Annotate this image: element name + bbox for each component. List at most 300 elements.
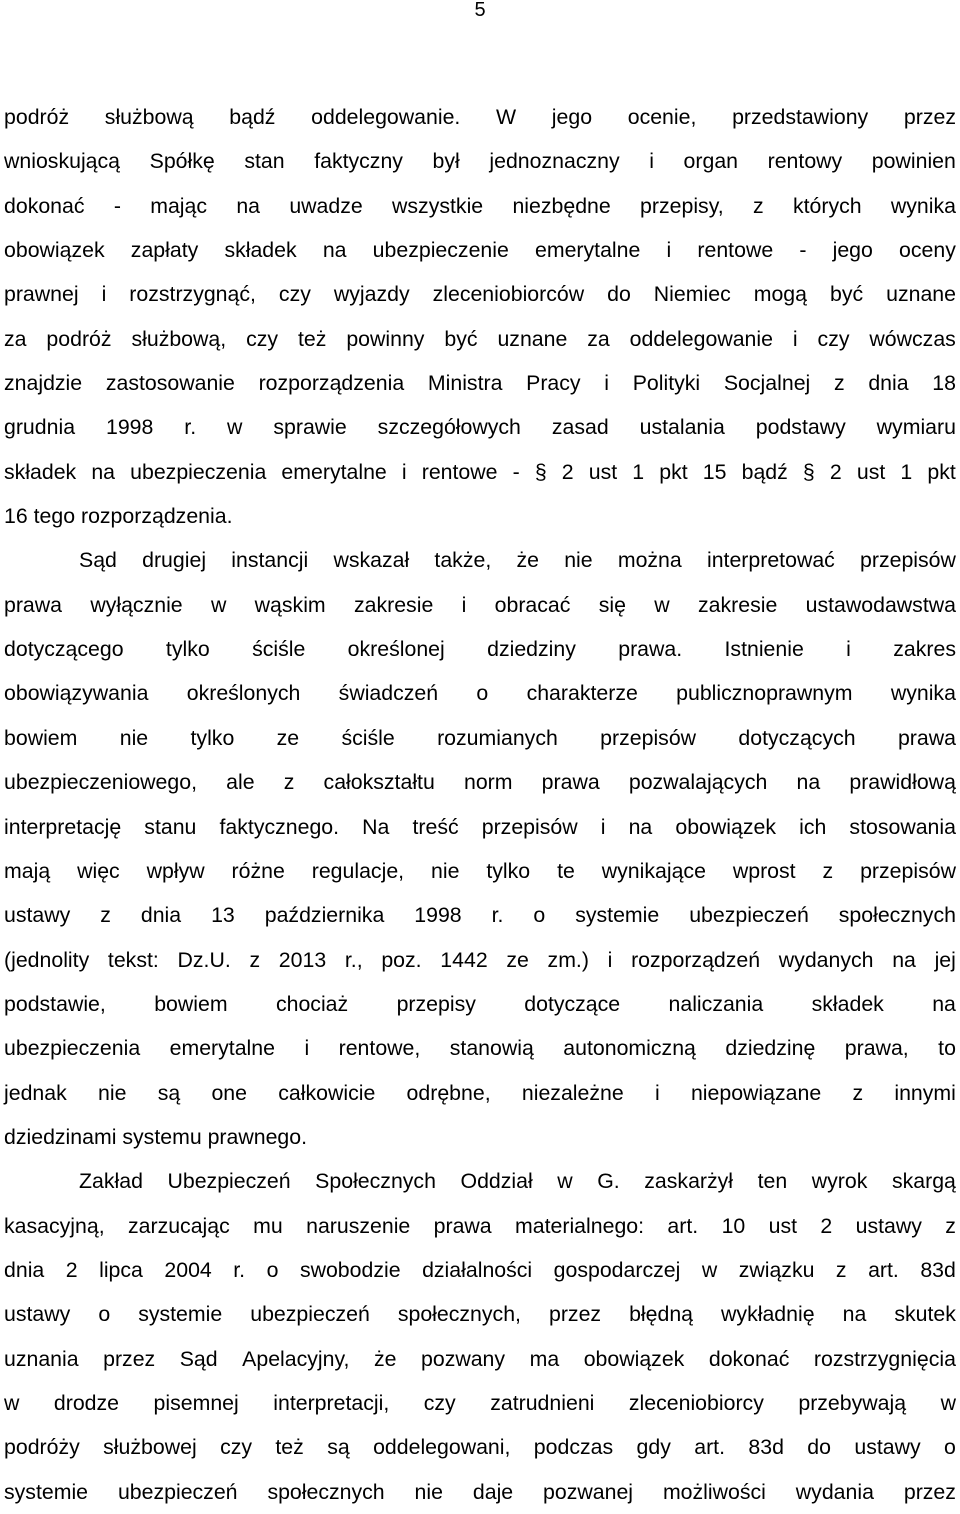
word: 1 — [900, 459, 913, 484]
word: o — [98, 1302, 111, 1327]
word: instancji — [231, 548, 309, 573]
text-line — [4, 760, 956, 804]
word: na — [236, 193, 261, 218]
word: ustawy — [4, 1302, 71, 1327]
word: określonej — [347, 637, 445, 662]
word: rozporządzeń — [631, 947, 761, 972]
text-line — [4, 805, 956, 849]
word: regulacje, — [311, 858, 405, 883]
word: mu — [253, 1213, 283, 1238]
word: przez — [903, 1479, 956, 1504]
word: 1998 — [414, 903, 462, 928]
word: i — [846, 637, 851, 662]
word: uznania — [4, 1346, 79, 1371]
word: uwadze — [289, 193, 363, 218]
word: przez — [548, 1302, 602, 1327]
word: w — [4, 1390, 20, 1415]
text-line — [4, 849, 956, 893]
word: z — [283, 770, 295, 795]
word: czy — [246, 326, 279, 351]
word: i — [304, 1036, 310, 1061]
word: ale — [226, 770, 255, 795]
text-line — [4, 361, 956, 405]
text-line — [4, 982, 956, 1026]
word: te — [557, 858, 575, 883]
word: drugiej — [142, 548, 207, 573]
word: ustawy — [4, 903, 71, 928]
word: w — [654, 592, 670, 617]
word: są — [327, 1435, 350, 1460]
word: świadczeń — [338, 681, 439, 706]
word: nie — [119, 725, 149, 750]
word: - — [799, 238, 807, 263]
word: podróż — [4, 105, 70, 129]
word: interpretacji, — [273, 1390, 390, 1415]
word: na — [932, 991, 956, 1016]
word: wynikające — [601, 858, 706, 883]
word: uznane — [497, 326, 568, 351]
word: G. — [597, 1169, 620, 1194]
word: ust — [856, 459, 886, 484]
word: Ubezpieczeń — [167, 1169, 291, 1194]
word: przedstawiony — [732, 105, 869, 129]
word: obracać — [494, 592, 571, 617]
word: rentowe — [421, 459, 498, 484]
word: ściśle — [252, 637, 306, 662]
word: jednak — [4, 1080, 67, 1105]
text-line — [4, 1337, 956, 1381]
word: pkt — [927, 459, 956, 484]
word: ubezpieczeń — [117, 1479, 238, 1504]
word: § — [802, 459, 815, 484]
word: daje — [472, 1479, 514, 1504]
word: r. — [184, 415, 197, 440]
word: gdy — [636, 1435, 671, 1460]
word: całokształtu — [323, 770, 435, 795]
word: zakresie — [353, 592, 434, 617]
word: sprawie — [273, 415, 347, 440]
word: nie — [431, 858, 460, 883]
word: z — [822, 858, 834, 883]
word: r., — [344, 947, 363, 972]
word: społecznych — [838, 903, 956, 928]
word: 83d — [748, 1435, 784, 1460]
word: to — [938, 1036, 956, 1061]
word: Istnienie — [724, 637, 804, 662]
word: stan — [244, 149, 285, 174]
word: i — [401, 459, 407, 484]
word: skargą — [891, 1169, 956, 1194]
word: czy — [817, 326, 850, 351]
word: mają — [4, 858, 51, 883]
word: grudnia — [4, 415, 76, 440]
text-line — [4, 1292, 956, 1336]
word: ust — [768, 1213, 798, 1238]
word: ustawy — [854, 1435, 921, 1460]
word: lipca — [99, 1257, 143, 1282]
word: obowiązek — [583, 1346, 685, 1371]
word: pozwany — [421, 1346, 506, 1371]
word: dokonać — [4, 193, 85, 218]
word: dokonać — [708, 1346, 790, 1371]
page-number: 5 — [474, 0, 486, 21]
word: szczegółowych — [377, 415, 521, 440]
word: ubezpieczeń — [250, 1302, 370, 1327]
word: o — [944, 1435, 956, 1460]
word: Polityki — [632, 371, 701, 396]
word: z — [852, 1080, 864, 1105]
word: tylko — [165, 637, 210, 662]
text-line — [4, 405, 956, 449]
text-line — [4, 228, 956, 272]
word: powinien — [871, 149, 956, 174]
word: określonych — [186, 681, 301, 706]
word: wąskim — [254, 592, 326, 617]
word: 18 — [932, 371, 956, 396]
word: ich — [799, 814, 827, 839]
word: tylko — [486, 858, 531, 883]
word: ocenie, — [627, 105, 697, 129]
word: art. — [868, 1257, 899, 1282]
word: pozwanej — [543, 1479, 634, 1504]
word: Zakład — [79, 1169, 143, 1194]
word: faktyczny — [314, 149, 403, 174]
word: rentowe, — [338, 1036, 421, 1061]
word: dotyczącego — [4, 637, 124, 662]
word: obowiązek — [675, 814, 776, 839]
word: 2004 — [164, 1257, 212, 1282]
word: Sąd — [179, 1346, 218, 1371]
word: ustawodawstwa — [805, 592, 956, 617]
word: przez — [903, 105, 956, 129]
word: faktycznego. — [219, 814, 340, 839]
word: też — [297, 326, 327, 351]
word: dziedziny — [487, 637, 576, 662]
word: na — [628, 814, 653, 839]
word: podczas — [533, 1435, 614, 1460]
word: Spółkę — [149, 149, 215, 174]
word: naruszenie — [306, 1213, 411, 1238]
word: 15 — [702, 459, 727, 484]
word: czy — [220, 1435, 253, 1460]
word: ubezpieczeń — [689, 903, 809, 928]
word: w — [557, 1169, 573, 1194]
word: tekst: — [107, 947, 159, 972]
word: pkt — [659, 459, 688, 484]
word: one — [211, 1080, 247, 1105]
text-line — [4, 1381, 956, 1425]
word: prawa — [4, 592, 63, 617]
text-line — [4, 1071, 956, 1115]
word: wskazał — [333, 548, 410, 573]
word: 10 — [721, 1213, 746, 1238]
word: przez — [103, 1346, 156, 1371]
word: zastosowanie — [105, 371, 235, 396]
word: ubezpieczenia — [130, 459, 267, 484]
text-line — [4, 1026, 956, 1070]
word: poz. — [381, 947, 422, 972]
word: na — [842, 1302, 867, 1327]
word: i — [792, 326, 798, 351]
word: przepisów — [860, 858, 956, 883]
word: rozstrzygnąć, — [129, 282, 256, 307]
word: W — [496, 105, 517, 129]
word: społecznych, — [397, 1302, 521, 1327]
word: z — [945, 1213, 956, 1238]
word: ubezpieczenia — [4, 1036, 141, 1061]
word: 83d — [920, 1257, 956, 1282]
word: 2 — [561, 459, 574, 484]
word: oddelegowanie — [629, 326, 773, 351]
word: służbową — [104, 105, 194, 129]
word: przepisy — [396, 991, 476, 1016]
word: wówczas — [869, 326, 956, 351]
text-line — [4, 1115, 956, 1159]
text-line — [4, 450, 956, 494]
word: zleceniobiorców — [432, 282, 585, 307]
word: zarzucając — [127, 1213, 230, 1238]
word: § — [534, 459, 547, 484]
text-line — [4, 139, 956, 183]
word: r. — [233, 1257, 246, 1282]
word: przepisów — [860, 548, 956, 573]
word: na — [322, 238, 347, 263]
word: o — [476, 681, 489, 706]
word: systemie — [4, 1479, 89, 1504]
word: zasad — [551, 415, 609, 440]
text-line — [4, 583, 956, 627]
word: skutek — [894, 1302, 956, 1327]
word: ubezpieczenie — [372, 238, 509, 263]
word: z — [833, 371, 845, 396]
text-line — [4, 538, 956, 582]
word: jego — [832, 238, 873, 263]
word: wszystkie — [392, 193, 484, 218]
word: systemie — [138, 1302, 223, 1327]
word: też — [275, 1435, 304, 1460]
word: 13 — [211, 903, 235, 928]
text-line — [4, 184, 956, 228]
word: z — [100, 903, 111, 928]
word: na — [892, 947, 916, 972]
word: niezbędne — [512, 193, 611, 218]
word: gospodarczej — [553, 1257, 681, 1282]
word: stanowią — [449, 1036, 534, 1061]
word: bowiem — [154, 991, 228, 1016]
word: emerytalne — [535, 238, 641, 263]
word: października — [264, 903, 385, 928]
word: oddelegowani, — [373, 1435, 511, 1460]
word: jednoznaczny — [489, 149, 620, 174]
word: wydania — [795, 1479, 874, 1504]
word: Dz.U. — [177, 947, 231, 972]
word: ściśle — [341, 725, 395, 750]
text-line — [4, 494, 956, 538]
word: niezależne — [521, 1080, 624, 1105]
word: czy — [423, 1390, 456, 1415]
word: dnia — [4, 1257, 45, 1282]
word: związku — [738, 1257, 815, 1282]
word: się — [598, 592, 626, 617]
document-body — [4, 95, 956, 1514]
word: ust — [588, 459, 618, 484]
word: przepisów — [600, 725, 697, 750]
word: Socjalnej — [723, 371, 811, 396]
word: interpretację — [4, 814, 122, 839]
word: treść — [412, 814, 459, 839]
word: był — [432, 149, 460, 174]
word: autonomiczną — [563, 1036, 696, 1061]
word: na — [91, 459, 116, 484]
word: działalności — [422, 1257, 533, 1282]
word: - — [113, 193, 121, 218]
word: ustawy — [855, 1213, 922, 1238]
word: być — [444, 326, 478, 351]
word: rozporządzenia — [258, 371, 405, 396]
word: publicznoprawnym — [676, 681, 853, 706]
word: prawidłową — [849, 770, 956, 795]
word: Oddział — [460, 1169, 533, 1194]
word: składek — [4, 459, 77, 484]
word: o — [533, 903, 546, 928]
word: systemie — [575, 903, 660, 928]
word: wynika — [890, 193, 956, 218]
word: zaskarżył — [644, 1169, 734, 1194]
word: do — [807, 1435, 831, 1460]
word: całkowicie — [278, 1080, 376, 1105]
word: ustalania — [639, 415, 725, 440]
word: można — [617, 548, 682, 573]
word: możliwości — [662, 1479, 766, 1504]
word: znajdzie — [4, 371, 83, 396]
word: społecznych — [267, 1479, 385, 1504]
word: drodze — [53, 1390, 120, 1415]
word: art. — [694, 1435, 725, 1460]
word: bądź — [229, 105, 276, 129]
word: Społecznych — [315, 1169, 436, 1194]
word: podstawy — [755, 415, 846, 440]
word: których — [792, 193, 862, 218]
word: i — [600, 814, 606, 839]
word: powinny — [346, 326, 425, 351]
word: wpływ — [146, 858, 205, 883]
word: w — [227, 415, 243, 440]
word: prawa — [897, 725, 956, 750]
word: w — [940, 1390, 956, 1415]
word: art. — [667, 1213, 699, 1238]
word: dziedzinę — [725, 1036, 816, 1061]
word: niepowiązane — [690, 1080, 822, 1105]
word: prawa — [541, 770, 600, 795]
word: składek — [811, 991, 884, 1016]
word: 2 — [65, 1257, 78, 1282]
word: i — [461, 592, 467, 617]
word: emerytalne — [281, 459, 387, 484]
word: Sąd — [79, 548, 117, 573]
word: 1 — [632, 459, 645, 484]
word: bądź — [741, 459, 788, 484]
word: Na — [362, 814, 390, 839]
word: odrębne, — [406, 1080, 491, 1105]
word: ze — [276, 725, 300, 750]
word: jej — [934, 947, 956, 972]
word: do — [607, 282, 631, 307]
word: wyłącznie — [90, 592, 183, 617]
word: zakresie — [698, 592, 778, 617]
word: zatrudnieni — [490, 1390, 595, 1415]
word: rozstrzygnięcia — [813, 1346, 956, 1371]
word: 2013 — [278, 947, 327, 972]
word: 1998 — [105, 415, 154, 440]
word: ubezpieczeniowego, — [4, 770, 197, 795]
word: składek — [224, 238, 297, 263]
word: z — [249, 947, 261, 972]
word: stosowania — [849, 814, 956, 839]
word: mogą — [753, 282, 807, 307]
text-line — [4, 317, 956, 361]
word: Niemiec — [653, 282, 731, 307]
text-line — [4, 671, 956, 715]
text-line — [4, 272, 956, 316]
word: dnia — [140, 903, 182, 928]
word: pozwalających — [628, 770, 768, 795]
word: 2 — [820, 1213, 833, 1238]
word: służbową, — [131, 326, 227, 351]
word: obowiązek — [4, 238, 105, 263]
word: oddelegowanie. — [311, 105, 461, 129]
word: podróży — [4, 1435, 80, 1460]
word: dnia — [868, 371, 909, 396]
word: za — [587, 326, 610, 351]
word: ten — [757, 1169, 788, 1194]
text-line — [4, 95, 956, 139]
word: - — [512, 459, 520, 484]
word: dotyczących — [738, 725, 856, 750]
word: i — [607, 947, 613, 972]
word: obowiązywania — [4, 681, 149, 706]
word: naliczania — [668, 991, 764, 1016]
word: swobodzie — [299, 1257, 401, 1282]
word: służbowej — [103, 1435, 197, 1460]
text-line — [4, 627, 956, 671]
word: rozumianych — [437, 725, 558, 750]
word: ze — [506, 947, 529, 972]
word: są — [157, 1080, 181, 1105]
word: być — [829, 282, 864, 307]
text-line — [4, 938, 956, 982]
word: różne — [231, 858, 285, 883]
word: 1442 — [440, 947, 488, 972]
word: uznane — [886, 282, 956, 307]
word: Apelacyjny, — [242, 1346, 350, 1371]
word: o — [266, 1257, 279, 1282]
word: organ — [683, 149, 739, 174]
word: zakres — [893, 637, 956, 662]
word: i — [101, 282, 107, 307]
word: i — [649, 149, 654, 174]
word: czy — [278, 282, 311, 307]
word: więc — [77, 858, 120, 883]
word: za — [4, 326, 27, 351]
word: wyrok — [811, 1169, 868, 1194]
text-line — [4, 1470, 956, 1514]
word: w — [210, 592, 227, 617]
word: dotyczące — [524, 991, 621, 1016]
word: nie — [98, 1080, 127, 1105]
word: bowiem — [4, 725, 78, 750]
word: ma — [529, 1346, 560, 1371]
text-line — [4, 1204, 956, 1248]
